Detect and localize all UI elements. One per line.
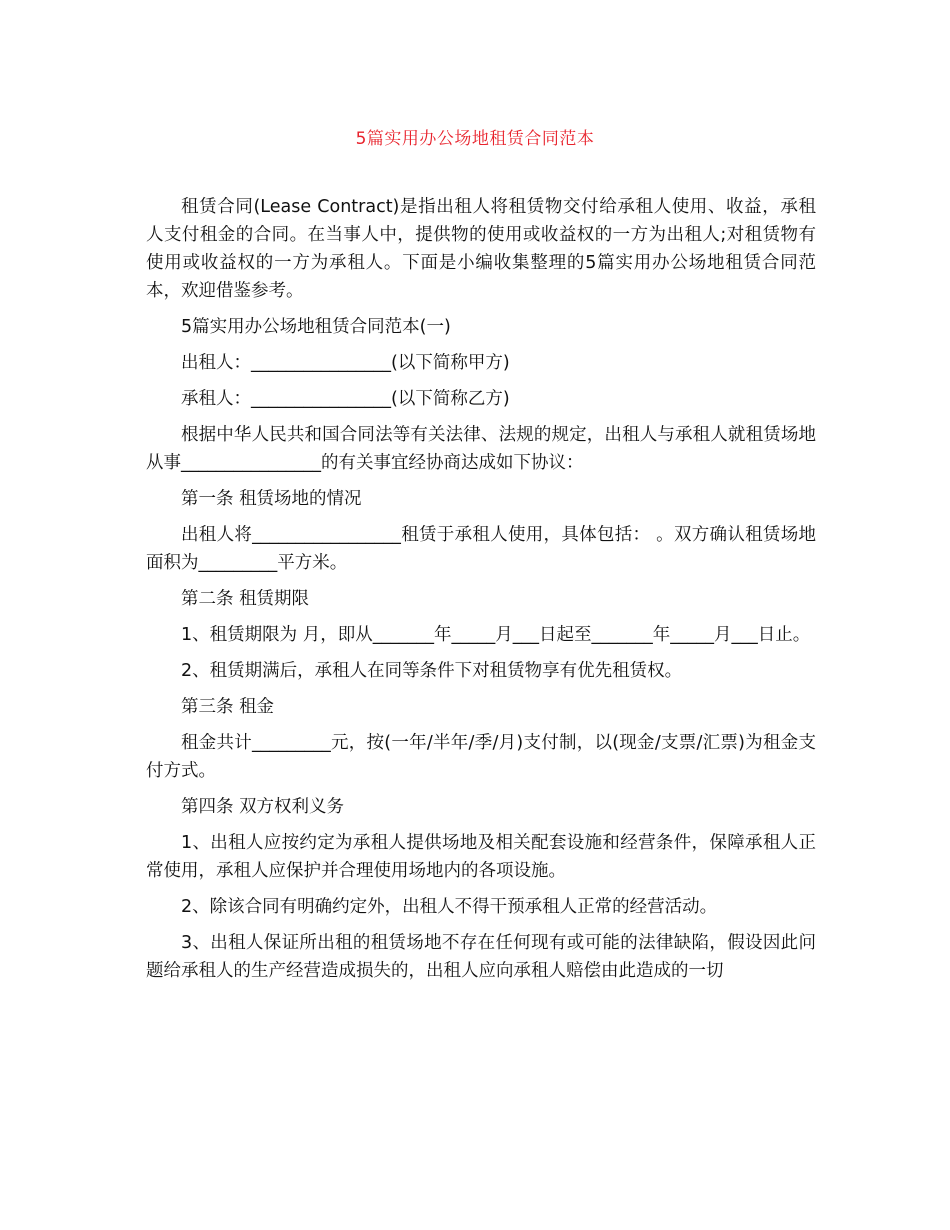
contract-heading: 5篇实用办公场地租赁合同范本(一) (181, 317, 451, 337)
article-3-heading: 第三条 租金 (181, 697, 275, 717)
article-4-clause-2: 2、除该合同有明确约定外，出租人不得干预承租人正常的经营活动。 (181, 897, 718, 917)
lessor-line: 出租人：________________(以下简称甲方) (181, 353, 510, 373)
preamble-paragraph: 根据中华人民共和国合同法等有关法律、法规的规定，出租人与承租人就租赁场地从事________________的有关事宜经协商达成如下协议： (146, 425, 816, 473)
article-3-body: 租金共计_________元，按(一年/半年/季/月)支付制，以(现金/支票/汇票)为租金支付方式。 (146, 733, 816, 781)
article-2-clause-1: 1、租赁期限为 月，即从_______年_____月___日起至_______年_____月___日止。 (181, 625, 811, 645)
article-2-clause-2: 2、租赁期满后，承租人在同等条件下对租赁物享有优先租赁权。 (181, 661, 683, 681)
article-4-clause-1: 1、出租人应按约定为承租人提供场地及相关配套设施和经营条件，保障承租人正常使用，承租人应保护并合理使用场地内的各项设施。 (146, 833, 816, 881)
article-4-clause-3: 3、出租人保证所出租的租赁场地不存在任何现有或可能的法律缺陷，假设因此问题给承租人的生产经营造成损失的，出租人应向承租人赔偿由此造成的一切 (146, 933, 816, 981)
article-1-heading: 第一条 租赁场地的情况 (181, 489, 362, 509)
article-2-heading: 第二条 租赁期限 (181, 589, 310, 609)
document-body (146, 193, 816, 993)
lessee-line: 承租人：________________(以下简称乙方) (181, 389, 510, 409)
page-title: 5篇实用办公场地租赁合同范本 (355, 129, 595, 149)
intro-paragraph: 租赁合同(Lease Contract)是指出租人将租赁物交付给承租人使用、收益，承租人支付租金的合同。在当事人中，提供物的使用或收益权的一方为出租人;对租赁物有使用或收益权的一方为承租人。下面是小编收集整理的5篇实用办公场地租赁合同范本，欢迎借鉴参考。 (146, 197, 816, 301)
article-1-body: 出租人将_________________租赁于承租人使用，具体包括： 。双方确认租赁场地面积为_________平方米。 (146, 525, 816, 573)
article-4-heading: 第四条 双方权利义务 (181, 797, 345, 817)
